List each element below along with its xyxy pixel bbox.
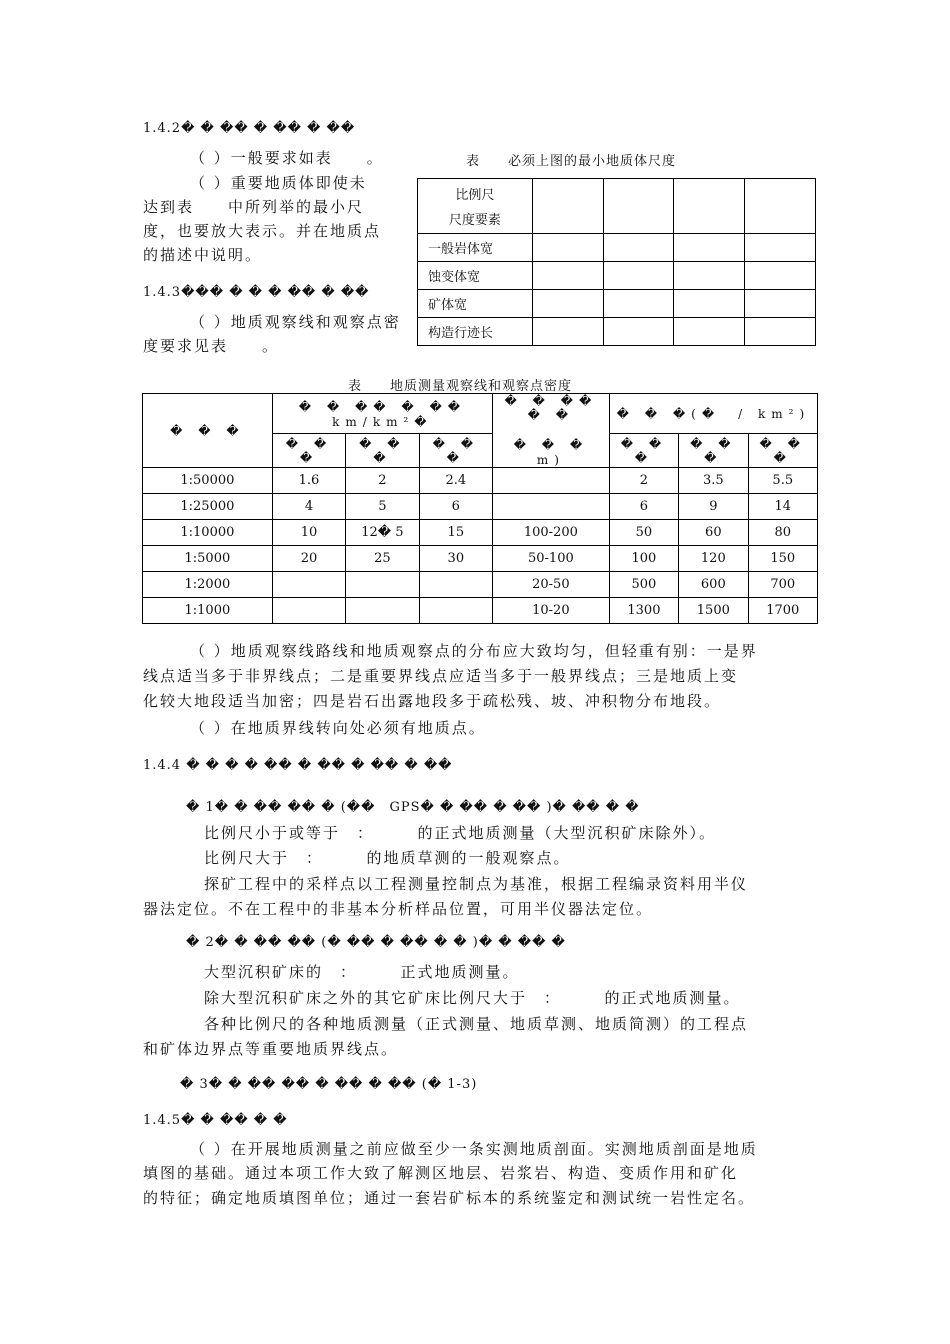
table2-cell xyxy=(493,468,610,494)
table1-cell xyxy=(674,179,745,234)
table1-cell xyxy=(745,179,816,234)
table2-cell: 1:1000 xyxy=(143,598,273,624)
table1-row-label: 蚀变体宽 xyxy=(418,262,533,290)
table1-cell xyxy=(532,318,603,346)
section-heading-1-4-5: 1.4.5� � �� � � xyxy=(143,1113,288,1128)
table2-cell: 60 xyxy=(679,520,748,546)
table2-cell: 15 xyxy=(419,520,492,546)
table2-cell: 120 xyxy=(679,546,748,572)
paragraph-1-4-2-item1: （ ）一般要求如表 。 xyxy=(190,149,384,167)
table2-header-point-spacing-line2: � � � m) xyxy=(513,438,607,467)
paragraph-1-4-2-item2-line3: 度，也要放大表示。并在地质点 xyxy=(143,222,382,240)
table2-header-point-spacing xyxy=(493,394,610,468)
method2-heading: � 2� � �� �� (� �� � �� � � )� � �� � xyxy=(186,935,566,950)
table1-cell xyxy=(532,179,603,234)
paragraph-1-4-3-line2: 度要求见表 。 xyxy=(143,337,280,355)
table2-cell: 2 xyxy=(346,468,419,494)
table-row xyxy=(143,546,818,572)
table2-cell xyxy=(346,572,419,598)
table2-cell: 50-100 xyxy=(493,546,610,572)
table2-cell: 600 xyxy=(679,572,748,598)
observation-density-table xyxy=(142,393,818,624)
method3-heading: � 3� � �� �� � �� � �� (� 1-3) xyxy=(180,1077,478,1092)
table1-header-line2: 尺度要素 xyxy=(448,213,501,228)
table2-cell: 1:50000 xyxy=(143,468,273,494)
table2-cell: 2.4 xyxy=(419,468,492,494)
table2-cell: 30 xyxy=(419,546,492,572)
table2-cell: 4 xyxy=(272,494,345,520)
table1-cell xyxy=(603,179,674,234)
table2-cell: 10 xyxy=(272,520,345,546)
table1-cell xyxy=(745,318,816,346)
method2-item-c-line1: 各种比例尺的各种地质测量（正式测量、地质草测、地质简测）的工程点 xyxy=(204,1015,749,1033)
table2-cell xyxy=(419,572,492,598)
table2-cell: 1700 xyxy=(748,598,817,624)
table-row xyxy=(143,494,818,520)
table2-cell: 20 xyxy=(272,546,345,572)
table2-cell: 1300 xyxy=(609,598,678,624)
table2-header-point-density: � � �(� / km²) xyxy=(609,394,817,434)
method2-item-b: 除大型沉积矿床之外的其它矿床比例尺大于 ： 的正式地质测量。 xyxy=(204,989,741,1007)
table2-cell xyxy=(346,598,419,624)
method1-heading: � 1� � �� �� � (�� GPS� � �� � �� )� �� � � xyxy=(186,800,640,815)
section-heading-1-4-3: 1.4.3��� � � � �� � �� xyxy=(143,285,370,300)
paragraph-1-4-3-line1: （ ）地质观察线和观察点密 xyxy=(190,313,401,331)
paragraph-distribution-line2: 线点适当多于非界线点；二是重要界线点应适当多于一般界线点；三是地质上变 xyxy=(143,667,739,685)
table2-subheader: � � � xyxy=(419,434,492,468)
table2-cell: 6 xyxy=(609,494,678,520)
table2-cell xyxy=(419,598,492,624)
table2-cell: 1:5000 xyxy=(143,546,273,572)
table1-cell xyxy=(745,290,816,318)
table1-header-line1: 比例尺 xyxy=(455,188,495,203)
table2-cell: 20-50 xyxy=(493,572,610,598)
table-row xyxy=(143,572,818,598)
table1-cell xyxy=(603,318,674,346)
table1-row-label: 矿体宽 xyxy=(418,290,533,318)
paragraph-1-4-2-item2-line4: 的描述中说明。 xyxy=(143,246,263,264)
method1-item-c-line2: 器法定位。不在工程中的非基本分析样品位置，可用半仪器法定位。 xyxy=(143,900,654,918)
paragraph-1-4-5-line3: 的特征；确定地质填图单位；通过一套岩矿标本的系统鉴定和测试统一岩性定名。 xyxy=(143,1189,756,1207)
method1-item-a: 比例尺小于或等于 ： 的正式地质测量（大型沉积矿床除外）。 xyxy=(204,824,717,842)
table1-cell xyxy=(532,290,603,318)
paragraph-1-4-2-item2-line2: 达到表 中所列举的最小尺 xyxy=(143,198,365,216)
table2-cell: 500 xyxy=(609,572,678,598)
table2-cell: 6 xyxy=(419,494,492,520)
section-heading-1-4-4: 1.4.4 � � � � �� � �� � �� � �� xyxy=(143,758,453,773)
paragraph-distribution-line1: （ ）地质观察线路线和地质观察点的分布应大致均匀，但轻重有别：一是界 xyxy=(190,642,758,660)
paragraph-1-4-5-line2: 填图的基础。通过本项工作大致了解测区地层、岩浆岩、构造、变质作用和矿化 xyxy=(143,1164,739,1182)
table2-cell xyxy=(493,494,610,520)
table2-cell: 9 xyxy=(679,494,748,520)
table-row xyxy=(143,598,818,624)
table2-subheader: � � � xyxy=(609,434,678,468)
table1-cell xyxy=(532,234,603,262)
table2-header-point-spacing-line1: � � �� � � xyxy=(504,394,598,422)
table2-header-line-density: � � �� � �� km/km²� xyxy=(272,394,492,434)
table1-cell xyxy=(745,262,816,290)
paragraph-1-4-2-item2-line1: （ ）重要地质体即使未 xyxy=(190,174,367,192)
table2-cell xyxy=(272,598,345,624)
table2-cell: 150 xyxy=(748,546,817,572)
table2-cell: 1:25000 xyxy=(143,494,273,520)
method1-item-c-line1: 探矿工程中的采样点以工程测量控制点为基准，根据工程编录资料用半仪 xyxy=(204,875,749,893)
table1-header-cell xyxy=(418,179,533,234)
table1-cell xyxy=(603,262,674,290)
table1-row-label: 构造行迹长 xyxy=(418,318,533,346)
table1-cell xyxy=(745,234,816,262)
table2-cell: 14 xyxy=(748,494,817,520)
min-geobody-scale-table xyxy=(417,178,816,346)
table2-cell: 1:10000 xyxy=(143,520,273,546)
table1-cell xyxy=(603,234,674,262)
table2-subheader: � � � xyxy=(346,434,419,468)
table1-cell xyxy=(674,262,745,290)
table2-cell: 2 xyxy=(609,468,678,494)
table1-row-label: 一般岩体宽 xyxy=(418,234,533,262)
table1-cell xyxy=(674,290,745,318)
table2-cell: 10-20 xyxy=(493,598,610,624)
table1-cell xyxy=(532,262,603,290)
table2-cell: 5.5 xyxy=(748,468,817,494)
table2-subheader: � � � xyxy=(748,434,817,468)
table2-cell: 100 xyxy=(609,546,678,572)
table2-caption: 表 地质测量观察线和观察点密度 xyxy=(348,379,573,394)
method2-item-c-line2: 和矿体边界点等重要地质界线点。 xyxy=(143,1040,399,1058)
table2-cell: 25 xyxy=(346,546,419,572)
table2-subheader: � � � xyxy=(679,434,748,468)
table2-header-scale: � � � xyxy=(143,394,273,468)
table2-cell: 80 xyxy=(748,520,817,546)
table2-cell: 100-200 xyxy=(493,520,610,546)
table1-caption: 表 必须上图的最小地质体尺度 xyxy=(466,154,677,169)
table-row xyxy=(143,520,818,546)
table2-cell: 700 xyxy=(748,572,817,598)
table2-cell: 3.5 xyxy=(679,468,748,494)
table2-cell: 5 xyxy=(346,494,419,520)
paragraph-1-4-5-line1: （ ）在开展地质测量之前应做至少一条实测地质剖面。实测地质剖面是地质 xyxy=(190,1140,758,1158)
table2-subheader: � � � xyxy=(272,434,345,468)
method1-item-b: 比例尺大于 ： 的地质草测的一般观察点。 xyxy=(204,849,571,867)
table2-cell xyxy=(272,572,345,598)
table2-cell: 1500 xyxy=(679,598,748,624)
method2-item-a: 大型沉积矿床的 ： 正式地质测量。 xyxy=(204,963,520,981)
paragraph-distribution-line3: 化较大地段适当加密；四是岩石出露地段多于疏松残、坡、冲积物分布地段。 xyxy=(143,692,722,710)
table1-cell xyxy=(603,290,674,318)
table2-cell: 1:2000 xyxy=(143,572,273,598)
section-heading-1-4-2: 1.4.2� � �� � �� � �� xyxy=(143,121,356,136)
table1-cell xyxy=(674,234,745,262)
table2-cell: 1.6 xyxy=(272,468,345,494)
table2-cell: 50 xyxy=(609,520,678,546)
paragraph-boundary-turn: （ ）在地质界线转向处必须有地质点。 xyxy=(190,719,486,737)
table-row xyxy=(143,468,818,494)
table2-cell: 12� 5 xyxy=(346,520,419,546)
table1-cell xyxy=(674,318,745,346)
